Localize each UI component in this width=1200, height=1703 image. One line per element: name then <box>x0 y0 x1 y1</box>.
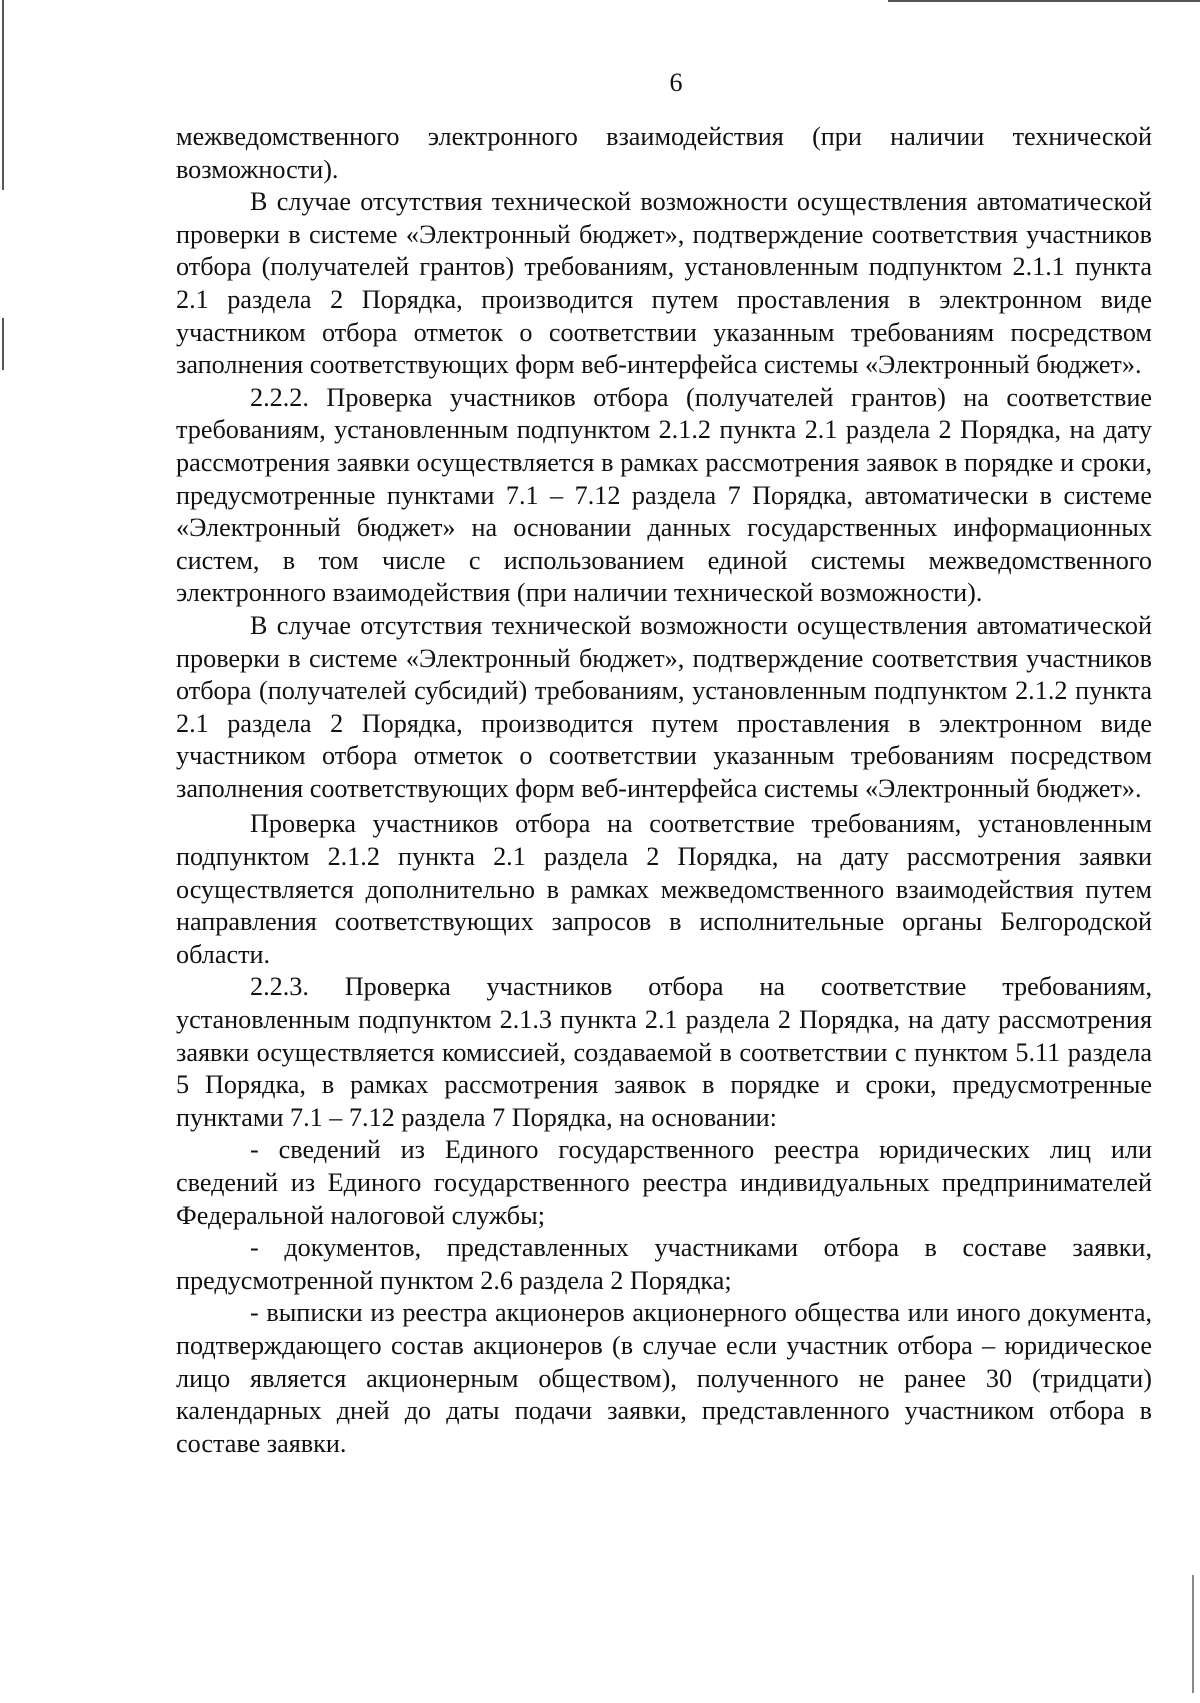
scan-edge-line-top <box>888 0 1200 2</box>
paragraph-no-technical-possibility-2-1-1: В случае отсутствия технической возможности осуществления автоматической проверки в системе «Электронный бюджет», подтверждение соответствия участников отбора (получателей грантов) требованиям, установленным подпунктом 2.1.1 пункта 2.1 раздела 2 Порядка, производится путем проставления в электронном виде участником отбора отметок о соответствии указанным требованиям посредством заполнения соответствующих форм веб-интерфейса системы «Электронный бюджет». <box>176 187 1152 380</box>
scan-edge-line-left-middle <box>2 318 4 370</box>
document-body <box>176 121 1152 1460</box>
paragraph-2-2-2: 2.2.2. Проверка участников отбора (получателей грантов) на соответствие требованиям, установленным подпунктом 2.1.2 пункта 2.1 раздела 2 Порядка, на дату рассмотрения заявки осуществляется в рамках рассмотрения заявок в порядке и сроки, предусмотренные пунктами 7.1 – 7.12 раздела 7 Порядка, автоматически в системе «Электронный бюджет» на основании данных государственных информационных систем, в том числе с использованием единой системы межведомственного электронного взаимодействия (при наличии технической возможности). <box>176 382 1152 608</box>
paragraph-no-technical-possibility-2-1-2: В случае отсутствия технической возможности осуществления автоматической проверки в системе «Электронный бюджет», подтверждение соответствия участников отбора (получателей субсидий) требованиям, установленным подпунктом 2.1.2 пункта 2.1 раздела 2 Порядка, производится путем проставления в электронном виде участником отбора отметок о соответствии указанным требованиям посредством заполнения соответствующих форм веб-интерфейса системы «Электронный бюджет». <box>176 610 1152 803</box>
list-item-documents: - документов, представленных участниками отбора в составе заявки, предусмотренной пунктом 2.6 раздела 2 Порядка; <box>176 1233 1152 1295</box>
list-item-egrul-egrip: - сведений из Единого государственного реестра юридических лиц или сведений из Единого государственного реестра индивидуальных предпринимателей Федеральной налоговой службы; <box>176 1135 1152 1230</box>
paragraph-continuation: межведомственного электронного взаимодействия (при наличии технической возможности). <box>176 122 1152 184</box>
page-number: 6 <box>669 68 683 97</box>
paragraph-additional-check: Проверка участников отбора на соответствие требованиям, установленным подпунктом 2.1.2 пункта 2.1 раздела 2 Порядка, на дату рассмотрения заявки осуществляется дополнительно в рамках межведомственного взаимодействия путем направления соответствующих запросов в исполнительные органы Белгородской области. <box>176 809 1152 969</box>
scan-edge-line-right-lower <box>1192 1575 1194 1693</box>
paragraph-2-2-3: 2.2.3. Проверка участников отбора на соответствие требованиям, установленным подпунктом 2.1.3 пункта 2.1 раздела 2 Порядка, на дату рассмотрения заявки осуществляется комиссией, создаваемой в соответствии с пунктом 5.11 раздела 5 Порядка, в рамках рассмотрения заявок в порядке и сроки, предусмотренные пунктами 7.1 – 7.12 раздела 7 Порядка, на основании: <box>176 972 1152 1132</box>
list-item-shareholder-register: - выписки из реестра акционеров акционерного общества или иного документа, подтверждающего состав акционеров (в случае если участник отбора – юридическое лицо является акционерным обществом), полученного не ранее 30 (тридцати) календарных дней до даты подачи заявки, представленного участником отбора в составе заявки. <box>176 1298 1152 1458</box>
